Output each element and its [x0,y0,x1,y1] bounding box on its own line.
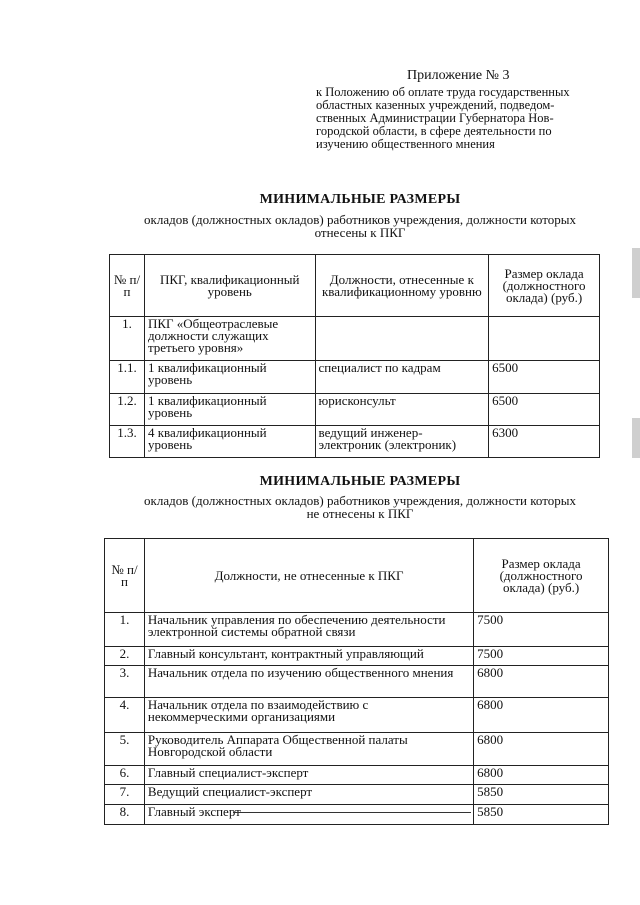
table-header-row [110,255,600,317]
appendix-reference [316,86,616,151]
row-number: 6. [105,766,145,785]
row-number: 1.1. [110,361,145,394]
row-number: 5. [105,733,145,766]
row-position: ведущий инженер-электроник (электроник) [315,426,489,458]
table-row [105,647,609,666]
row-salary: 6500 [489,361,600,394]
row-salary: 6800 [474,766,609,785]
pkg-salary-table [109,254,600,458]
non-pkg-salary-table [104,538,609,825]
row-position [315,317,489,361]
table-row [105,698,609,733]
table-row [105,666,609,698]
row-position: Ведущий специалист-эксперт [144,785,473,805]
table-row [105,766,609,785]
reference-line: ственных Администрации Губернатора Нов- [316,111,554,125]
row-number: 1. [110,317,145,361]
row-position: Главный эксперт [144,805,473,825]
column-header-positions: Должности, не отнесенные к ПКГ [144,539,473,613]
table-row [110,361,600,394]
row-number: 4. [105,698,145,733]
page-edge-mark [632,418,640,458]
row-position: Главный специалист-эксперт [144,766,473,785]
row-pkg: 1 квалификационный уровень [144,361,315,394]
row-number: 1.2. [110,394,145,426]
appendix-label: Приложение № 3 [407,68,510,83]
row-salary: 6800 [474,733,609,766]
row-position: Главный консультант, контрактный управляющий [144,647,473,666]
table-row [105,785,609,805]
row-position: специалист по кадрам [315,361,489,394]
row-number: 7. [105,785,145,805]
row-salary: 6800 [474,698,609,733]
row-salary [489,317,600,361]
reference-line: изучению общественного мнения [316,137,495,151]
table-row [110,317,600,361]
column-header-number: № п/п [105,539,145,613]
row-number: 8. [105,805,145,825]
row-salary: 7500 [474,613,609,647]
reference-line: к Положению об оплате труда государственных [316,85,570,99]
row-salary: 6300 [489,426,600,458]
column-header-salary: Размер оклада (должностного оклада) (руб.) [474,539,609,613]
row-number: 2. [105,647,145,666]
row-position: Начальник отдела по взаимодействию с некоммерческими организациями [144,698,473,733]
row-salary: 7500 [474,647,609,666]
row-pkg: ПКГ «Общеотраслевые должности служащих третьего уровня» [144,317,315,361]
row-pkg: 1 квалификационный уровень [144,394,315,426]
table-header-row [105,539,609,613]
column-header-pkg: ПКГ, квалификационный уровень [144,255,315,317]
row-salary: 6800 [474,666,609,698]
reference-line: городской области, в сфере деятельности по [316,124,552,138]
row-salary: 5850 [474,785,609,805]
section2-subtitle-line1: окладов (должностных окладов) работников учреждения, должности которых [144,493,576,508]
table-row [105,613,609,647]
table-row [110,394,600,426]
row-position: Начальник управления по обеспечению деятельности электронной системы обратной связи [144,613,473,647]
table-row [105,805,609,825]
table-row [110,426,600,458]
section2-subtitle-line2: не отнесены к ПКГ [306,506,414,521]
row-position: юрисконсульт [315,394,489,426]
table-row [105,733,609,766]
section1-subtitle-line2: отнесены к ПКГ [314,225,406,240]
column-header-number: № п/п [110,255,145,317]
row-number: 1.3. [110,426,145,458]
row-pkg: 4 квалификационный уровень [144,426,315,458]
row-position: Начальник отдела по изучению общественного мнения [144,666,473,698]
row-number: 3. [105,666,145,698]
row-number: 1. [105,613,145,647]
reference-line: областных казенных учреждений, подведом- [316,98,555,112]
column-header-positions: Должности, отнесенные к квалификационному уровню [315,255,489,317]
page-edge-mark [632,248,640,298]
row-position: Руководитель Аппарата Общественной палаты Новгородской области [144,733,473,766]
row-salary: 5850 [474,805,609,825]
section1-title: МИНИМАЛЬНЫЕ РАЗМЕРЫ [259,192,461,207]
section2-title: МИНИМАЛЬНЫЕ РАЗМЕРЫ [259,474,461,489]
row-salary: 6500 [489,394,600,426]
section1-subtitle-line1: окладов (должностных окладов) работников учреждения, должности которых [144,212,576,227]
column-header-salary: Размер оклада (должностного оклада) (руб.) [489,255,600,317]
closing-divider [233,812,471,813]
